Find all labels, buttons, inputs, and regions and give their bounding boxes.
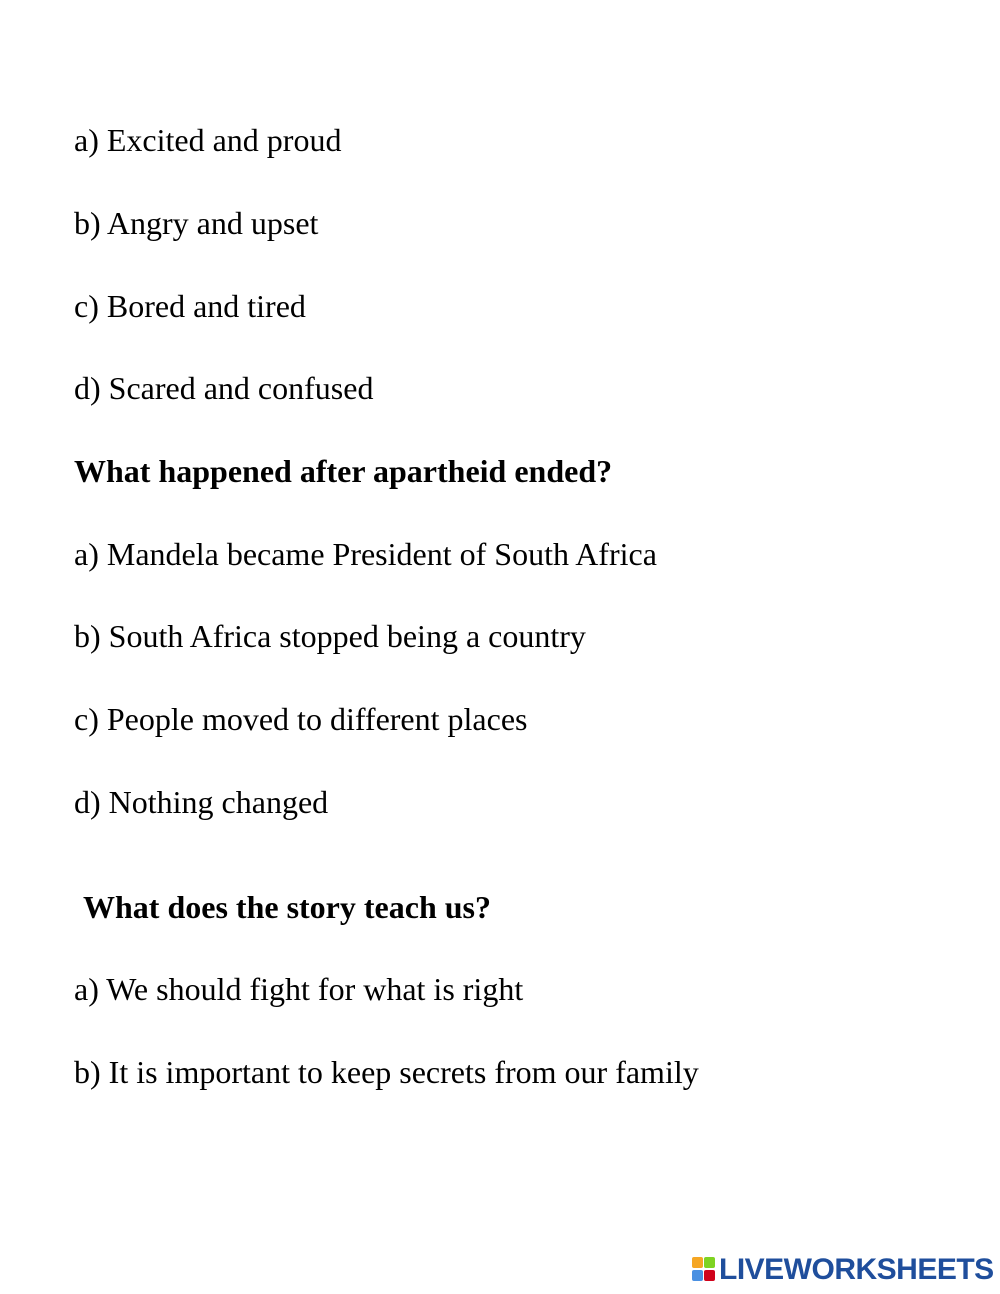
logo-text: LIVEWORKSHEETS bbox=[719, 1253, 994, 1286]
q1-option-b[interactable]: b) Angry and upset bbox=[74, 205, 319, 241]
q2-question: What happened after apartheid ended? bbox=[74, 453, 613, 489]
q1-option-d[interactable]: d) Scared and confused bbox=[74, 370, 374, 406]
q3-option-a[interactable]: a) We should fight for what is right bbox=[74, 971, 524, 1007]
q1-option-a[interactable]: a) Excited and proud bbox=[74, 122, 342, 158]
logo-blocks-icon bbox=[692, 1257, 716, 1283]
q2-option-a[interactable]: a) Mandela became President of South Africa bbox=[74, 536, 657, 572]
q2-option-d[interactable]: d) Nothing changed bbox=[74, 784, 329, 820]
logo-block-3 bbox=[692, 1270, 703, 1281]
q3-option-b[interactable]: b) It is important to keep secrets from our family bbox=[74, 1054, 699, 1090]
q2-option-b[interactable]: b) South Africa stopped being a country bbox=[74, 618, 586, 654]
liveworksheets-logo bbox=[692, 1253, 994, 1287]
q3-question: What does the story teach us? bbox=[83, 889, 491, 925]
q1-option-c[interactable]: c) Bored and tired bbox=[74, 288, 306, 324]
logo-block-4 bbox=[704, 1270, 715, 1281]
logo-block-1 bbox=[692, 1257, 703, 1268]
q2-option-c[interactable]: c) People moved to different places bbox=[74, 701, 528, 737]
logo-block-2 bbox=[704, 1257, 715, 1268]
